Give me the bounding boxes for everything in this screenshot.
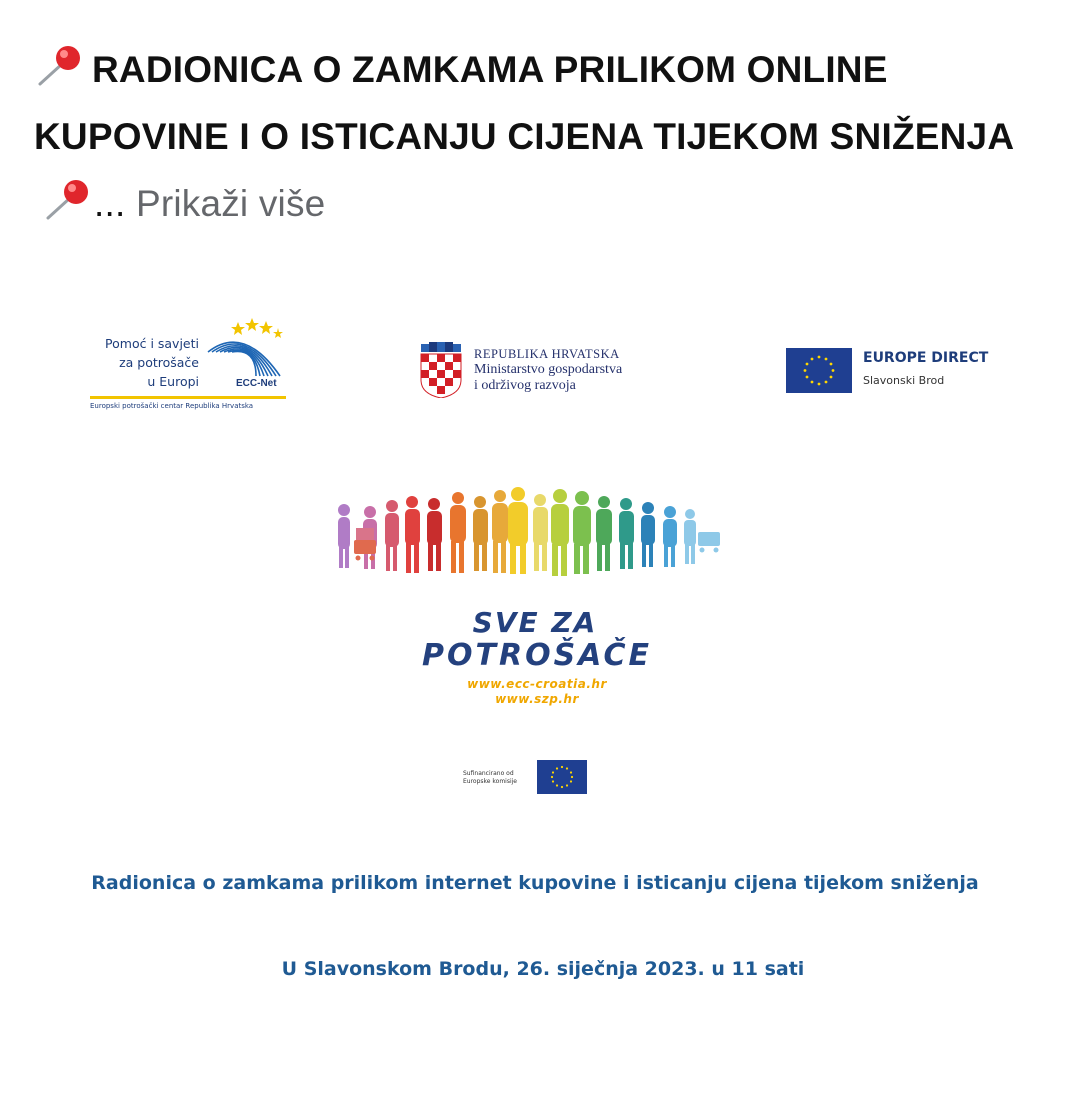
post-text bbox=[34, 36, 1054, 237]
round-pushpin-icon bbox=[42, 178, 94, 222]
cofund-text bbox=[463, 770, 517, 786]
republika-line1: REPUBLIKA HRVATSKA bbox=[474, 347, 620, 361]
ecc-line1: Pomoć i savjeti bbox=[105, 336, 199, 351]
republika-line3: i održivog razvoja bbox=[474, 378, 576, 393]
cofund-line1: Sufinancirano od bbox=[463, 770, 514, 777]
eu-flag-icon bbox=[537, 760, 587, 794]
cofunded-badge bbox=[463, 760, 593, 796]
europe-direct-city: Slavonski Brod bbox=[863, 374, 945, 387]
show-more-link[interactable]: Prikaži više bbox=[135, 183, 326, 224]
ecc-net-label: ECC-Net bbox=[236, 378, 277, 389]
campaign-title-line2: POTROŠAČE bbox=[422, 638, 652, 673]
ecc-divider bbox=[90, 396, 286, 399]
cofund-line2: Europske komisije bbox=[463, 778, 517, 785]
event-title: Radionica o zamkama prilikom internet kupovine i isticanju cijena tijekom sniženja bbox=[91, 872, 979, 894]
europe-direct-title: EUROPE DIRECT bbox=[863, 350, 989, 366]
ecc-net-logo bbox=[86, 316, 291, 416]
event-date-location: U Slavonskom Brodu, 26. siječnja 2023. u 11 sati bbox=[281, 958, 805, 980]
ecc-line3: u Europi bbox=[147, 374, 199, 389]
campaign-url2: www.szp.hr bbox=[495, 692, 579, 706]
post-headline: RADIONICA O ZAMKAMA PRILIKOM ONLINE KUPOVINE I O ISTICANJU CIJENA TIJEKOM SNIŽENJA bbox=[34, 49, 1015, 157]
ecc-line2: za potrošače bbox=[119, 355, 199, 370]
poster-image[interactable] bbox=[0, 260, 1074, 1112]
croatian-coat-of-arms-icon bbox=[420, 342, 462, 398]
eu-flag-icon bbox=[786, 348, 852, 393]
republika-hrvatska-logo bbox=[420, 342, 720, 402]
ellipsis: ... bbox=[94, 183, 126, 224]
round-pushpin-icon bbox=[34, 44, 86, 88]
ecc-caption: Europski potrošački centar Republika Hrvatska bbox=[90, 402, 254, 410]
republika-text bbox=[474, 346, 622, 394]
campaign-title-line1: SVE ZA bbox=[472, 606, 598, 639]
crowd-silhouettes-illustration bbox=[326, 484, 736, 584]
republika-line2: Ministarstvo gospodarstva bbox=[474, 362, 623, 377]
europe-direct-logo bbox=[786, 348, 1006, 396]
ecc-logo-text bbox=[105, 334, 199, 391]
campaign-url1: www.ecc-croatia.hr bbox=[467, 677, 607, 691]
ecc-arc-icon bbox=[204, 316, 294, 382]
